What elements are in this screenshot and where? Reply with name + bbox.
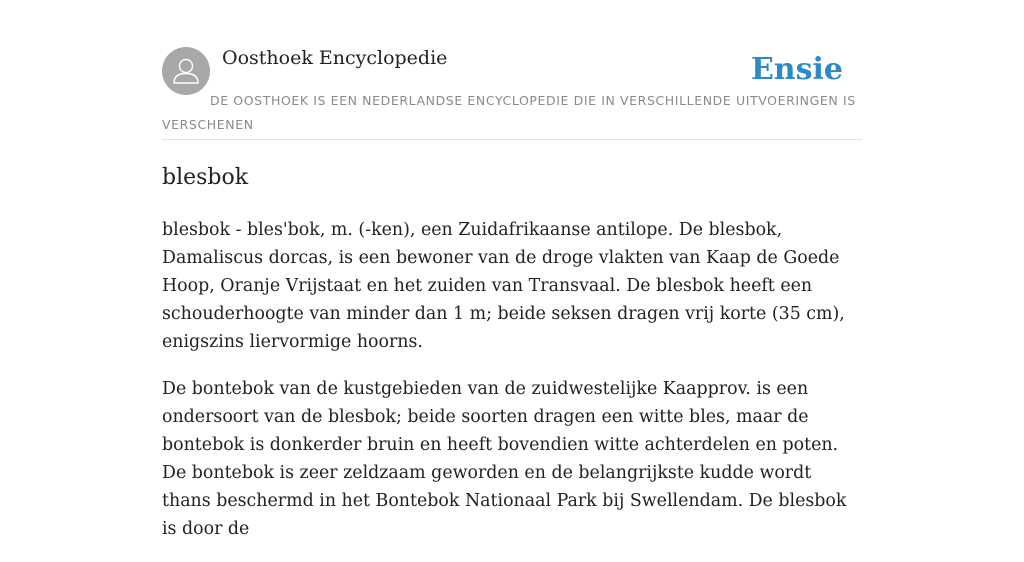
article-paragraph: De bontebok van de kustgebieden van de zuidwestelijke Kaapprov. is een ondersoort van de blesbok; beide soorten dragen een witte bles, maar de bontebok is donkerder bruin en heeft bovendien witte achterdelen en poten. De bontebok is zeer zeldzaam geworden en de belangrijkste kudde wordt thans beschermd in het Bontebok Nationaal Park bij Swellendam. De blesbok is door de [162,379,847,539]
source-avatar[interactable] [162,47,210,95]
ensie-logo[interactable]: Ensie [750,52,843,87]
content-column [162,0,862,539]
source-tagline: DE OOSTHOEK IS EEN NEDERLANDSE ENCYCLOPEDIE DIE IN VERSCHILLENDE UITVOERINGEN IS VERSCHENEN [162,93,856,132]
article-paragraph: blesbok - bles'bok, m. (-ken), een Zuidafrikaanse antilope. De blesbok, Damaliscus dorcas, is een bewoner van de droge vlakten van Kaap de Goede Hoop, Oranje Vrijstaat en het zuiden van Transvaal. De blesbok heeft een schouderhoogte van minder dan 1 m; beide seksen dragen vrij korte (35 cm), enigszins liervormige hoorns. [162,220,845,352]
source-header [162,0,862,140]
user-silhouette-icon [162,47,210,95]
article-title: blesbok [162,165,249,190]
source-name[interactable]: Oosthoek Encyclopedie [222,47,448,69]
article-body [162,216,862,562]
